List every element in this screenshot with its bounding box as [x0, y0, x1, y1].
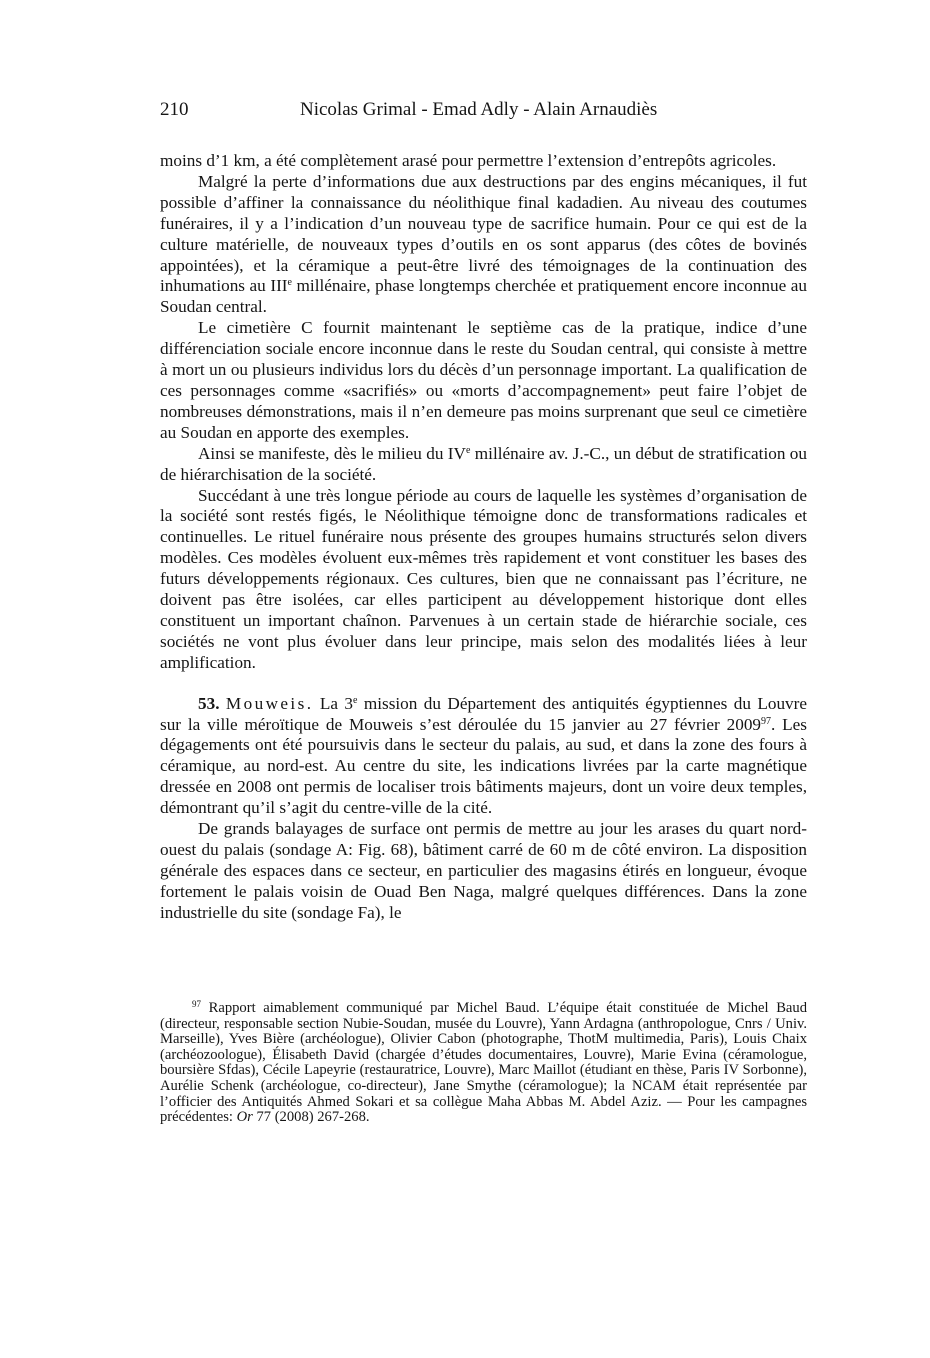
section-title: Mouweis.	[225, 693, 314, 713]
superscript: e	[465, 444, 471, 456]
superscript: e	[353, 694, 358, 706]
footnotes	[160, 1001, 807, 1126]
footnote-text: 77 (2008) 267-268.	[252, 1109, 370, 1126]
paragraph-text: millénaire, phase longtemps cherchée et pratiquement encore inconnue au Soudan central.	[160, 276, 808, 317]
paragraph	[160, 486, 807, 674]
paragraph-text: Malgré la perte d’informations due aux destructions par des engins mécaniques, il fut possible d’affiner la connaissance du néolithique final kadadien. Au niveau des coutumes funéraires, il y a l’indication d’un nouveau type de sacrifice humain. Pour ce qui est de la culture matérielle, de nouveaux types d’outils en os sont apparus (des côtes de bovinés appointées), et la céramique a peut-être livré des témoignages de la continuation des inhumations au III	[160, 171, 807, 296]
paragraph-text: De grands balayages de surface ont permis de mettre au jour les arases du quart nord-ouest du palais (sondage A: Fig. 68), bâtiment carré de 60 m de côté environ. La disposition générale des espaces dans ce secteur, en particulier des magasins étirés en longueur, évoque fortement le palais voisin de Ouad Ben Naga, malgré quelques différences. Dans la zone industrielle du site (sondage Fa), le	[160, 819, 807, 922]
paragraph-text: Succédant à une très longue période au cours de laquelle les systèmes d’organisation de la société sont restés figés, le Néolithique témoigne donc de transformations radicales et continuelles. Le rituel funéraire nous présente des groupes humains structurés selon divers modèles. Ces modèles évoluent eux-mêmes très rapidement et vont constituer les bases des futurs développements régionaux. Ces cultures, bien que ne connaissant pas l’écriture, ne doivent pas être isolées, car elles participent au développement historique dont elles constituent un important chaînon. Parvenues à un certain stade de hiérarchie sociale, ces sociétés ne vont plus évoluer dans leur principe, mais selon des modalités liées à leur amplification.	[160, 485, 807, 672]
paragraph-text: La 3	[313, 693, 353, 713]
paragraph-text: . Les dégagements ont été poursuivis dans le secteur du palais, au sud, et dans la zone des fours à céramique, au nord-est. Au centre du site, les indications livrées par la carte magnétique dressée en 2008 ont permis de localiser trois bâtiments majeurs, dont un voire deux temples, démontrant qu’il s’agit du centre-ville de la cité.	[160, 714, 807, 818]
paragraph-text: Ainsi se manifeste, dès le milieu du IV	[198, 443, 466, 463]
footnote-reference[interactable]: 97	[761, 715, 772, 727]
page-number: 210	[160, 99, 189, 120]
paragraph-text: Le cimetière C fournit maintenant le septième cas de la pratique, indice d’une différenciation sociale encore inconnue dans le reste du Soudan central, qui consiste à mettre à mort un ou plusieurs individus lors du décès d’un personnage important. La qualification de ces personnages comme «sacrifiés» ou «morts d’accompagnement» peut faire l’objet de nombreuses démonstrations, mais il n’en demeure pas moins surprenant que seul ce cimetière au Soudan en apporte des exemples.	[160, 318, 807, 442]
superscript: e	[287, 277, 292, 289]
paragraph	[160, 151, 807, 172]
journal-abbreviation: Or	[236, 1109, 253, 1126]
paragraph	[160, 819, 807, 924]
paragraph	[160, 444, 807, 486]
footnote	[160, 1001, 807, 1126]
paragraph	[160, 172, 807, 318]
section-53-paragraph	[160, 694, 807, 819]
paragraph-text: moins d’1 km, a été complètement arasé pour permettre l’extension d’entrepôts agricoles.	[160, 151, 777, 170]
section-number: 53.	[198, 693, 220, 713]
paragraph	[160, 318, 807, 443]
paragraph-text: mission du Département des antiquités égyptiennes du Louvre sur la ville méroïtique de Mouweis s’est déroulée du 15 janvier au 27 février 2009	[160, 693, 807, 734]
footnote-mark: 97	[192, 999, 201, 1009]
running-head: Nicolas Grimal - Emad Adly - Alain Arnaudiès	[300, 99, 658, 120]
paragraph-text: millénaire av. J.-C., un début de stratification ou de hiérarchisation de la société.	[160, 443, 807, 484]
footnote-text: Rapport aimablement communiqué par Michel Baud. L’équipe était constituée de Michel Baud (directeur, responsable section Nubie-Soudan, musée du Louvre), Yann Ardagna (anthropologue, Cnrs / Univ. Marseille), Yves Bière (archéologue), Olivier Cabon (photographe, ThotM multimedia, Paris), Louis Chaix (archéozoologue), Élisabeth David (chargée d’études documentaires, Louvre), Marie Evina (céramologue, boursière Sfdas), Cécile Lapeyrie (restauratrice, Louvre), Marc Maillot (étudiant en thèse, Paris IV Sorbonne), Aurélie Schenk (archéologue, co-directeur), Jane Smythe (céramologue); la NCAM était représentée par l’officier des Antiquités Ahmed Sokari et sa collègue Maha Abbas M. Abdel Aziz. — Pour les campagnes précédentes:	[160, 1000, 807, 1126]
main-text	[160, 151, 807, 924]
